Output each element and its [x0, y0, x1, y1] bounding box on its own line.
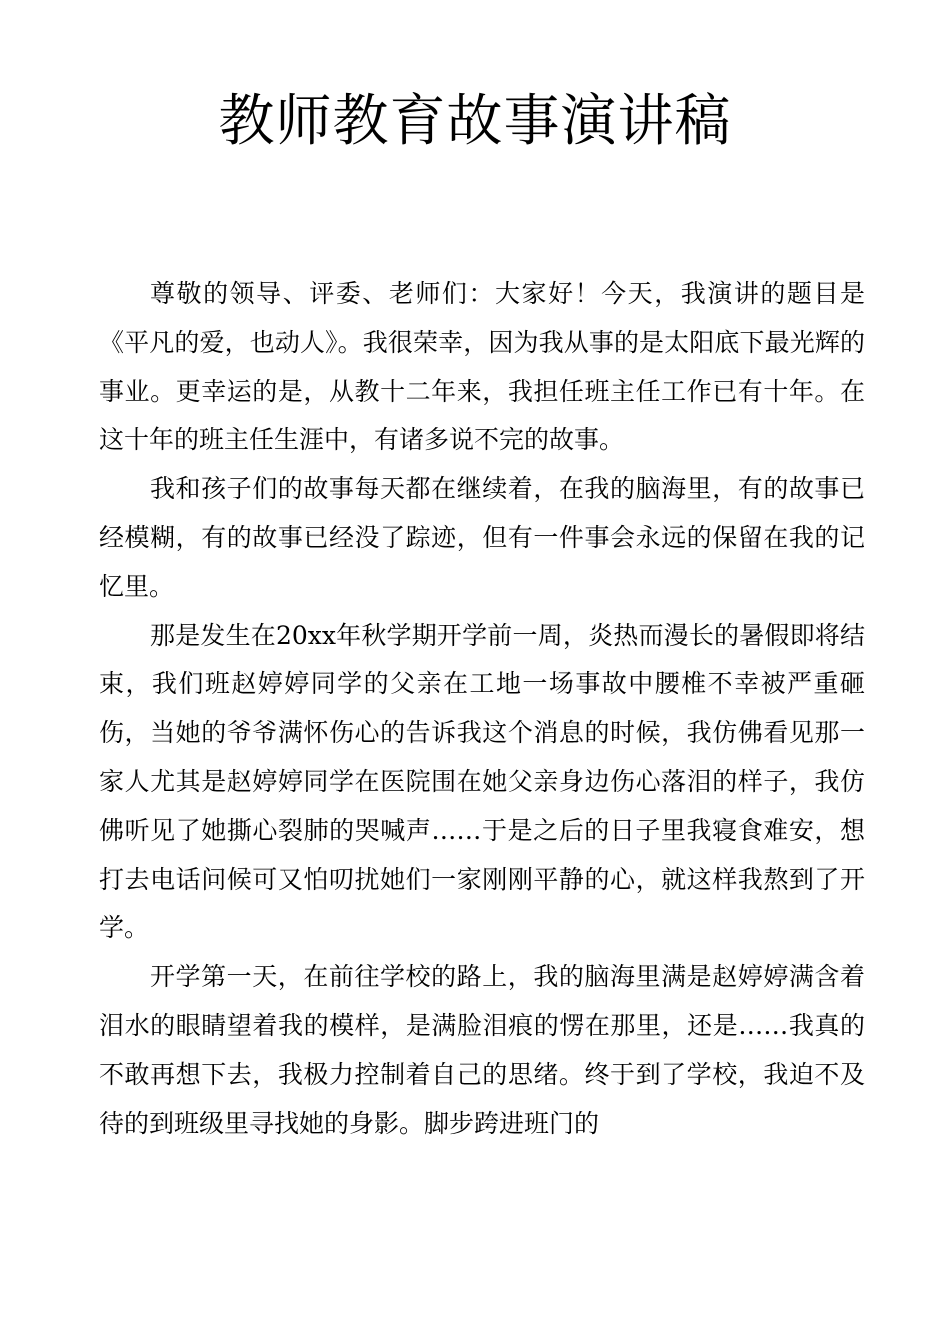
document-body [99, 270, 865, 1148]
paragraph-4: 开学第一天，在前往学校的路上，我的脑海里满是赵婷婷满含着泪水的眼睛望着我的模样，是满脸泪痕的愣在那里，还是……我真的不敢再想下去，我极力控制着自己的思绪。终于到了学校，我迫不及待的到班级里寻找她的身影。脚步跨进班门的 [99, 962, 865, 1138]
document-title: 教师教育故事演讲稿 [218, 89, 732, 154]
paragraph-1: 尊敬的领导、评委、老师们：大家好！今天，我演讲的题目是《平凡的爱，也动人》。我很荣幸，因为我从事的是太阳底下最光辉的事业。更幸运的是，从教十二年来，我担任班主任工作已有十年。在这十年的班主任生涯中，有诸多说不完的故事。 [99, 279, 865, 455]
paragraph-2: 我和孩子们的故事每天都在继续着，在我的脑海里，有的故事已经模糊，有的故事已经没了踪迹，但有一件事会永远的保留在我的记忆里。 [99, 474, 865, 601]
paragraph-3: 那是发生在20xx年秋学期开学前一周，炎热而漫长的暑假即将结束，我们班赵婷婷同学的父亲在工地一场事故中腰椎不幸被严重砸伤，当她的爷爷满怀伤心的告诉我这个消息的时候，我仿佛看见那一家人尤其是赵婷婷同学在医院围在她父亲身边伤心落泪的样子，我仿佛听见了她撕心裂肺的哭喊声……于是之后的日子里我寝食难安，想打去电话问候可又怕叨扰她们一家刚刚平静的心，就这样我熬到了开学。 [99, 620, 865, 943]
